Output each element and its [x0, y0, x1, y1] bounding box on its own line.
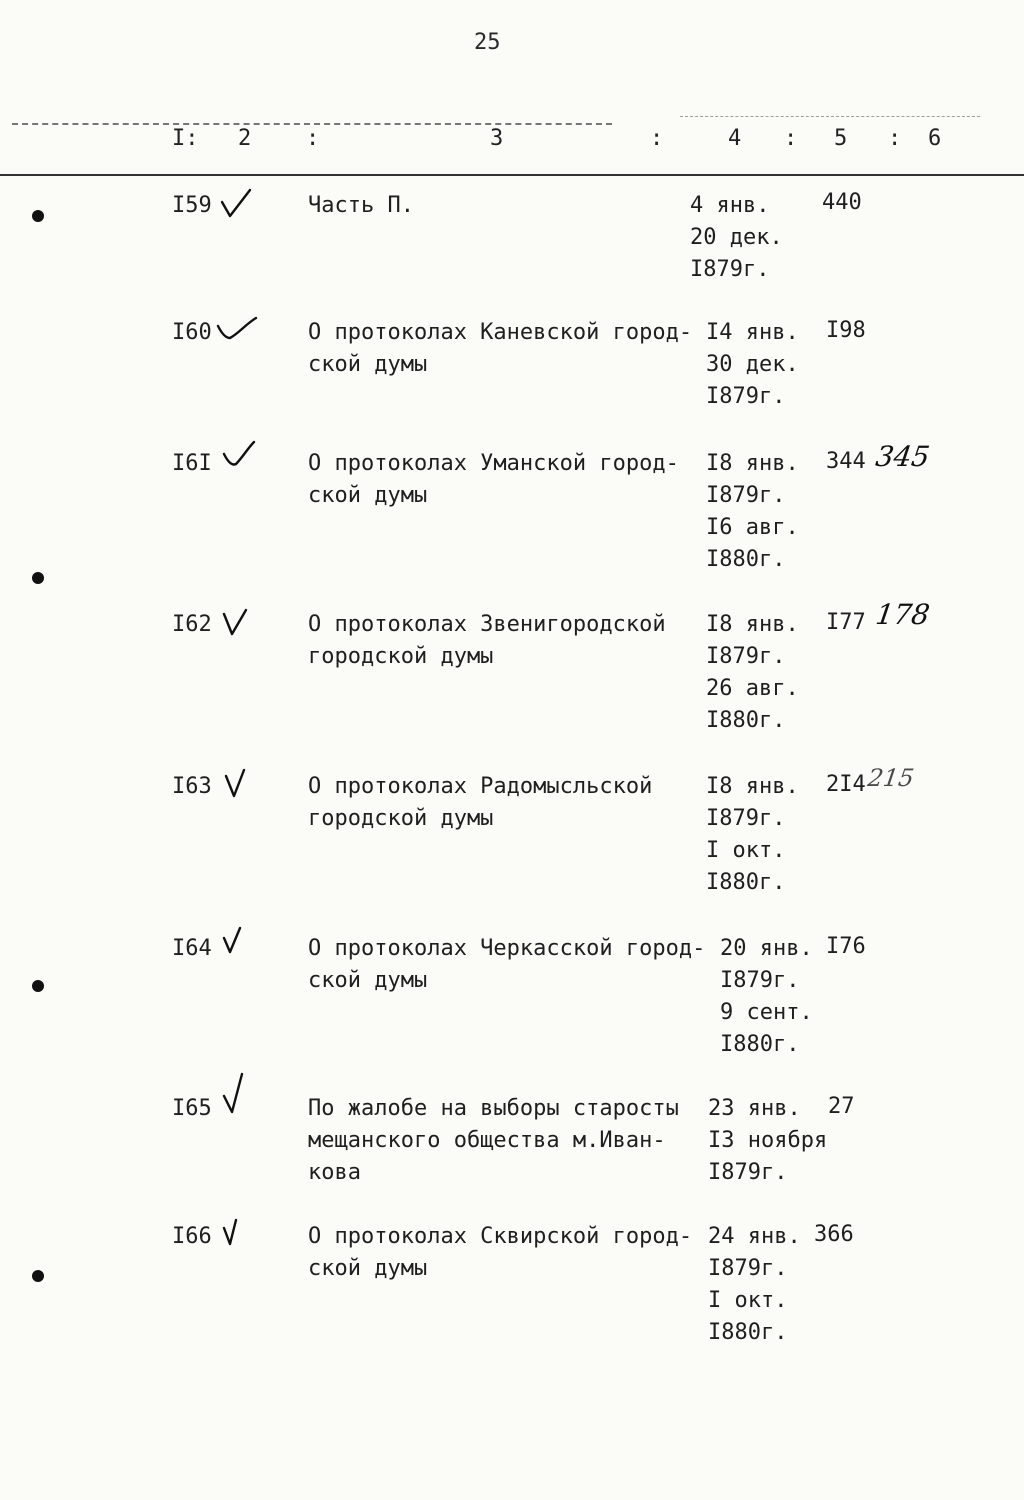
checkmark-icon	[216, 314, 258, 350]
row-sheet-count: I98	[826, 318, 866, 343]
header-col2: 2	[238, 126, 252, 151]
header-rule-bottom	[0, 174, 1024, 176]
header-sep1: :	[306, 126, 320, 151]
row-sheet-count: 344	[826, 449, 866, 474]
row-dates: I8 янв. I879г. I окт. I880г.	[706, 774, 799, 895]
row-title: О протоколах Черкасской город- ской думы	[308, 936, 706, 993]
row-dates: I8 янв. I879г. I6 авг. I880г.	[706, 451, 799, 572]
punch-hole	[32, 572, 44, 584]
checkmark-icon	[222, 440, 264, 476]
checkmark-icon	[222, 1220, 264, 1256]
row-number: I6I	[172, 451, 212, 476]
punch-hole	[32, 1270, 44, 1282]
checkmark-icon	[224, 768, 266, 804]
row-dates: 23 янв. I3 ноября I879г.	[708, 1096, 828, 1185]
header-sep2: :	[650, 126, 664, 151]
row-title: О протоколах Сквирской город- ской думы	[308, 1224, 693, 1281]
row-number: I65	[172, 1096, 212, 1121]
header-col3: 3	[490, 126, 504, 151]
row-sheet-count: I76	[826, 934, 866, 959]
row-number: I66	[172, 1224, 212, 1249]
header-sep4: :	[888, 126, 902, 151]
row-title: О протоколах Звенигородской городской думы	[308, 612, 666, 669]
row-number: I64	[172, 936, 212, 961]
row-sheet-count: 2I4	[826, 772, 866, 797]
punch-hole	[32, 210, 44, 222]
row-title: О протоколах Уманской город- ской думы	[308, 451, 679, 508]
checkmark-icon	[222, 608, 264, 644]
checkmark-icon	[222, 930, 264, 966]
row-sheet-count: 27	[828, 1094, 855, 1119]
row-number: I62	[172, 612, 212, 637]
row-number: I60	[172, 320, 212, 345]
header-rule-top-right	[680, 116, 980, 117]
header-col4: 4	[728, 126, 742, 151]
header-col6: 6	[928, 126, 942, 151]
header-col5: 5	[834, 126, 848, 151]
row-dates: 4 янв. 20 дек. I879г.	[690, 193, 783, 282]
row-title: По жалобе на выборы старосты мещанского общества м.Иван- кова	[308, 1096, 679, 1185]
checkmark-icon	[222, 1084, 264, 1120]
row-sheet-count: 366	[814, 1222, 854, 1247]
row-title: Часть П.	[308, 193, 414, 218]
header-rule-top	[12, 123, 612, 125]
handwritten-correction: 178	[873, 598, 932, 631]
row-dates: 20 янв. I879г. 9 сент. I880г.	[720, 936, 813, 1057]
row-dates: I8 янв. I879г. 26 авг. I880г.	[706, 612, 799, 733]
row-number: I59	[172, 193, 212, 218]
row-title: О протоколах Каневской город- ской думы	[308, 320, 693, 377]
row-sheet-count: I77	[826, 610, 866, 635]
checkmark-icon	[220, 188, 262, 224]
row-number: I63	[172, 774, 212, 799]
punch-hole	[32, 980, 44, 992]
header-sep3: :	[784, 126, 798, 151]
row-dates: 24 янв. I879г. I окт. I880г.	[708, 1224, 801, 1345]
handwritten-correction: 345	[873, 440, 932, 473]
handwritten-correction: 215	[866, 764, 916, 792]
page-number: 25	[474, 30, 501, 55]
row-dates: I4 янв. 30 дек. I879г.	[706, 320, 799, 409]
row-sheet-count: 440	[822, 190, 862, 215]
row-title: О протоколах Радомысльской городской думы	[308, 774, 653, 831]
header-col1: I:	[172, 126, 199, 151]
